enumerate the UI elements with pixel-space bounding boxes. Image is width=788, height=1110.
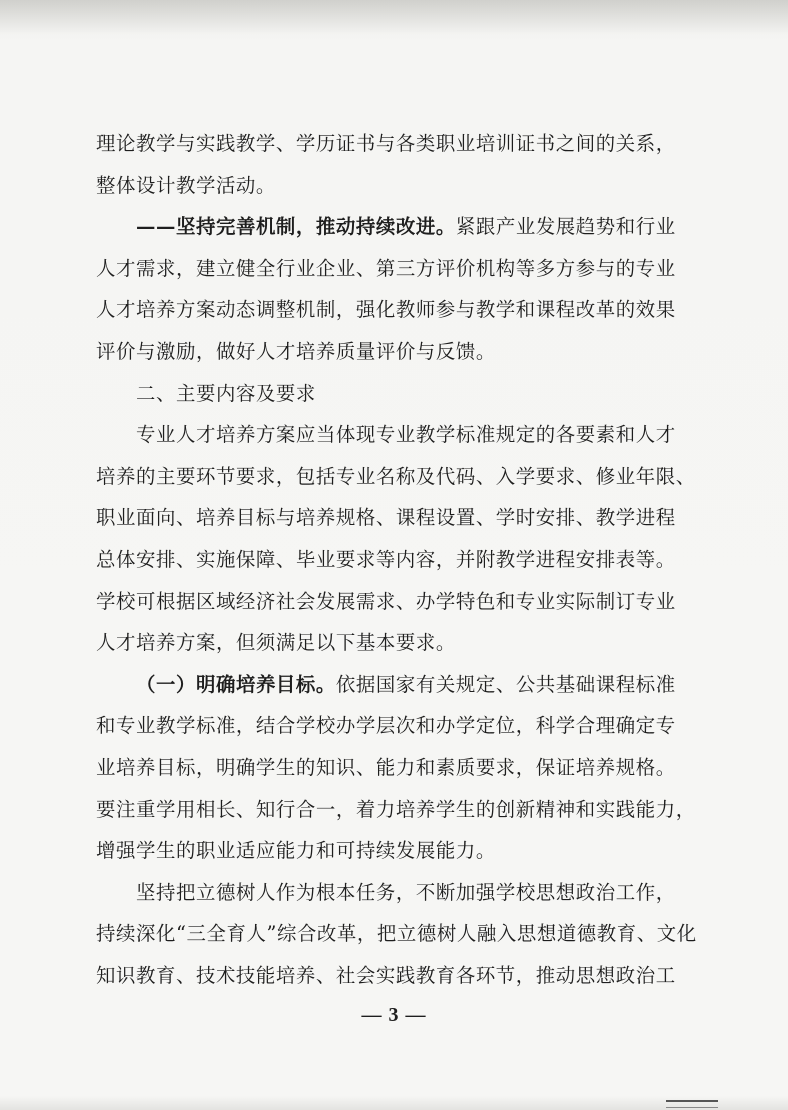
text-line: 业培养目标，明确学生的知识、能力和素质要求，保证培养规格。: [96, 755, 676, 779]
text-line: 人才需求，建立健全行业企业、第三方评价机构等多方参与的专业: [96, 256, 676, 280]
text-line: [96, 664, 696, 706]
text-line: [96, 206, 696, 248]
section-lead-bold: ——坚持完善机制，推动持续改进。: [136, 215, 456, 239]
text-line: 理论教学与实践教学、学历证书与各类职业培训证书之间的关系，: [96, 132, 676, 155]
subsection-lead-text: 依据国家有关规定、公共基础课程标准: [335, 672, 676, 696]
text-line: 和专业教学标准，结合学校办学层次和办学定位，科学合理确定专: [96, 714, 676, 738]
text-line: 持续深化“三全育人”综合改革，把立德树人融入思想道德教育、文化: [96, 922, 697, 946]
text-line: 总体安排、实施保障、毕业要求等内容，并附教学进程安排表等。: [96, 547, 676, 571]
scan-shadow-top: [0, 0, 788, 34]
text-line: 学校可根据区域经济社会发展需求、办学特色和专业实际制订专业: [96, 589, 676, 613]
scan-edge-mark: [666, 1100, 718, 1108]
section-lead-text: 紧跟产业发展趋势和行业: [455, 215, 676, 239]
page-number: — 3 —: [361, 1004, 427, 1026]
document-body: [96, 123, 696, 996]
section-heading: 二、主要内容及要求: [136, 381, 316, 405]
text-line: 培养的主要环节要求，包括专业名称及代码、入学要求、修业年限、: [96, 464, 696, 488]
text-line: 整体设计教学活动。: [96, 173, 276, 197]
text-line: 人才培养方案，但须满足以下基本要求。: [96, 631, 456, 655]
text-line: 人才培养方案动态调整机制，强化教师参与教学和课程改革的效果: [96, 298, 676, 322]
text-line: 增强学生的职业适应能力和可持续发展能力。: [96, 839, 496, 863]
subsection-lead-bold: （一）明确培养目标。: [136, 672, 336, 696]
text-line: 知识教育、技术技能培养、社会实践教育各环节，推动思想政治工: [96, 963, 676, 987]
text-line: 职业面向、培养目标与培养规格、课程设置、学时安排、教学进程: [96, 506, 676, 530]
text-line: 评价与激励，做好人才培养质量评价与反馈。: [96, 339, 496, 363]
text-line: 坚持把立德树人作为根本任务，不断加强学校思想政治工作，: [136, 880, 676, 904]
text-line: 专业人才培养方案应当体现专业教学标准规定的各要素和人才: [136, 423, 676, 447]
text-line: 要注重学用相长、知行合一，着力培养学生的创新精神和实践能力，: [96, 797, 696, 821]
